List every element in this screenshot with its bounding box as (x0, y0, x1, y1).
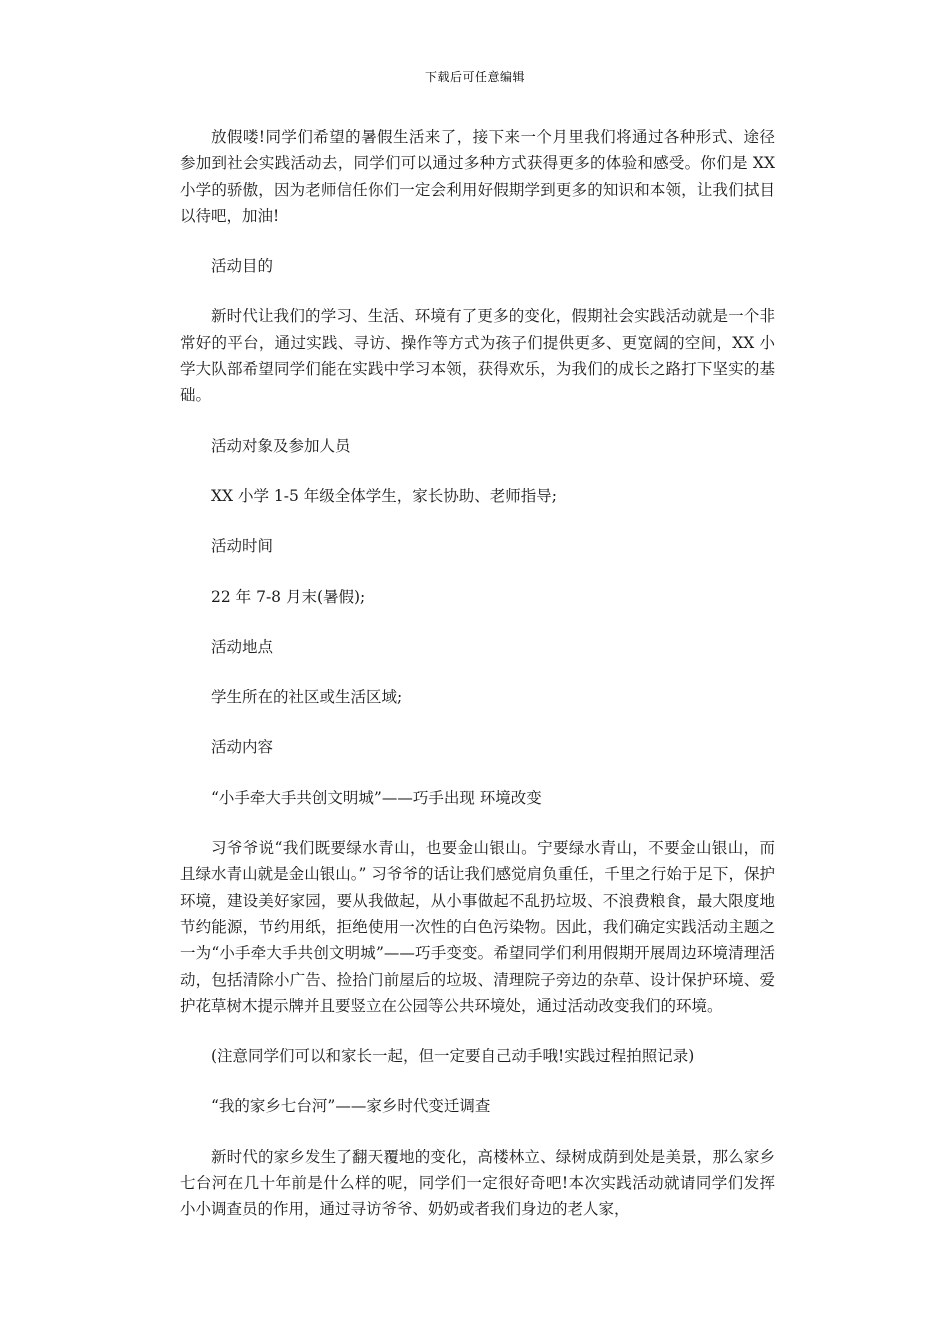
heading-participants: 活动对象及参加人员 (211, 436, 351, 455)
location-paragraph: 学生所在的社区或生活区域; (211, 688, 403, 707)
heading-location: 活动地点 (211, 637, 274, 656)
activity-one-title: “小手牵大手共创文明城”——巧手出现 环境改变 (211, 788, 542, 807)
activity-one-note: (注意同学们可以和家长一起，但一定要自己动手哦!实践过程拍照记录) (211, 1047, 695, 1066)
time-paragraph: 22 年 7-8 月末(暑假); (211, 587, 366, 606)
heading-time: 活动时间 (211, 537, 274, 556)
participants-paragraph: XX 小学 1-5 年级全体学生，家长协助、老师指导; (211, 486, 558, 505)
activity-two-title: “我的家乡七台河”——家乡时代变迁调查 (211, 1097, 491, 1116)
activity-two-paragraph: 新时代的家乡发生了翻天覆地的变化，高楼林立、绿树成荫到处是美景，那么家乡七台河在几十年前是什么样的呢，同学们一定很好奇吧!本次实践活动就请同学们发挥小小调查员的作用，通过寻访爷爷、奶奶或者我们身边的老人家， (180, 1147, 775, 1219)
heading-content: 活动内容 (211, 738, 274, 757)
activity-one-paragraph: 习爷爷说“我们既要绿水青山，也要金山银山。宁要绿水青山，不要金山银山，而且绿水青山就是金山银山。” 习爷爷的话让我们感觉肩负重任，千里之行始于足下，保护环境，建设美好家园，要从我做起，从小事做起不乱扔垃圾、不浪费粮食，最大限度地节约能源，节约用纸，拒绝使用一次性的白色污染物。因此，我们确定实践活动主题之一为“小手牵大手共创文明城”——巧手变变。希望同学们利用假期开展周边环境清理活动，包括清除小广告、捡拾门前屋后的垃圾、清理院子旁边的杂草、设计保护环境、爱护花草树木提示牌并且要竖立在公园等公共环境处，通过活动改变我们的环境。 (180, 839, 775, 1015)
intro-paragraph: 放假喽!同学们希望的暑假生活来了，接下来一个月里我们将通过各种形式、途径参加到社会实践活动去，同学们可以通过多种方式获得更多的体验和感受。你们是 XX 小学的骄傲，因为老师信任你们一定会利用好假期学到更多的知识和本领，让我们拭目以待吧，加油! (180, 128, 775, 225)
purpose-paragraph: 新时代让我们的学习、生活、环境有了更多的变化，假期社会实践活动就是一个非常好的平台，通过实践、寻访、操作等方式为孩子们提供更多、更宽阔的空间，XX 小学大队部希望同学们能在实践中学习本领，获得欢乐，为我们的成长之路打下坚实的基础。 (180, 307, 775, 405)
heading-purpose: 活动目的 (211, 257, 274, 276)
document-body (180, 124, 775, 1223)
download-note: 下载后可任意编辑 (424, 70, 525, 84)
